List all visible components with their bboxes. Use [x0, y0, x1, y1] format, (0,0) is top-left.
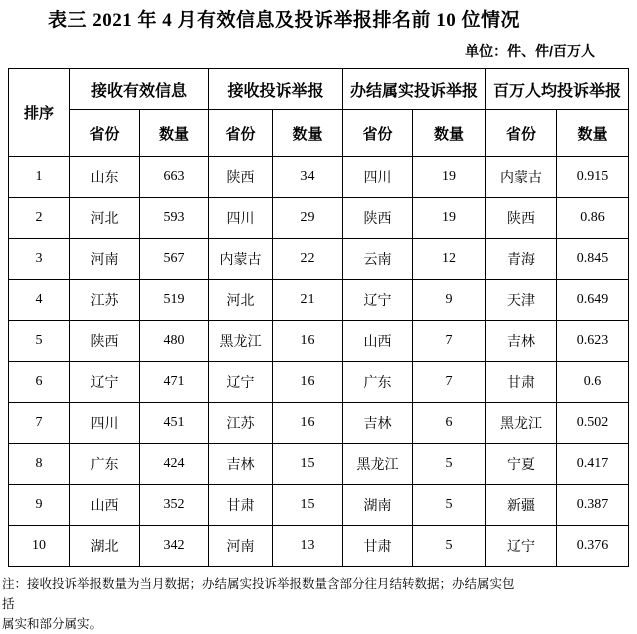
quantity-cell: 15: [273, 444, 343, 485]
quantity-cell: 0.417: [557, 444, 629, 485]
quantity-cell: 663: [140, 157, 209, 198]
quantity-cell: 0.6: [557, 362, 629, 403]
rank-cell: 6: [9, 362, 70, 403]
rank-cell: 1: [9, 157, 70, 198]
province-cell: 宁夏: [486, 444, 557, 485]
province-cell: 湖北: [70, 526, 140, 567]
quantity-cell: 0.376: [557, 526, 629, 567]
quantity-cell: 0.623: [557, 321, 629, 362]
footnote-line-2: 属实和部分属实。: [2, 617, 103, 631]
rank-cell: 4: [9, 280, 70, 321]
province-cell: 内蒙古: [209, 239, 273, 280]
quantity-cell: 16: [273, 362, 343, 403]
province-cell: 陕西: [343, 198, 413, 239]
province-cell: 黑龙江: [209, 321, 273, 362]
province-subheader: 省份: [209, 110, 273, 157]
province-cell: 广东: [70, 444, 140, 485]
page-title: 表三 2021 年 4 月有效信息及投诉举报排名前 10 位情况: [48, 10, 521, 31]
quantity-cell: 519: [140, 280, 209, 321]
group-header-valid-info: 接收有效信息: [70, 69, 209, 110]
quantity-cell: 19: [413, 157, 486, 198]
table-row: [9, 321, 629, 362]
province-cell: 新疆: [486, 485, 557, 526]
quantity-cell: 7: [413, 362, 486, 403]
rank-cell: 8: [9, 444, 70, 485]
province-cell: 内蒙古: [486, 157, 557, 198]
header-sub-row: [9, 110, 629, 157]
table-row: [9, 157, 629, 198]
group-header-complaints: 接收投诉举报: [209, 69, 343, 110]
quantity-cell: 5: [413, 444, 486, 485]
rank-cell: 9: [9, 485, 70, 526]
province-cell: 四川: [70, 403, 140, 444]
quantity-cell: 19: [413, 198, 486, 239]
province-subheader: 省份: [70, 110, 140, 157]
quantity-cell: 0.649: [557, 280, 629, 321]
table-row: [9, 362, 629, 403]
province-subheader: 省份: [486, 110, 557, 157]
province-cell: 黑龙江: [486, 403, 557, 444]
province-cell: 陕西: [70, 321, 140, 362]
unit-label: 单位：件、件/百万人: [465, 43, 595, 59]
quantity-cell: 22: [273, 239, 343, 280]
province-cell: 辽宁: [209, 362, 273, 403]
rank-cell: 10: [9, 526, 70, 567]
quantity-cell: 471: [140, 362, 209, 403]
province-cell: 青海: [486, 239, 557, 280]
province-cell: 四川: [343, 157, 413, 198]
rank-cell: 2: [9, 198, 70, 239]
province-cell: 黑龙江: [343, 444, 413, 485]
quantity-cell: 567: [140, 239, 209, 280]
province-cell: 甘肃: [343, 526, 413, 567]
rank-cell: 3: [9, 239, 70, 280]
province-cell: 甘肃: [209, 485, 273, 526]
province-cell: 河南: [70, 239, 140, 280]
quantity-cell: 5: [413, 526, 486, 567]
province-cell: 甘肃: [486, 362, 557, 403]
province-cell: 河南: [209, 526, 273, 567]
group-header-per-million: 百万人均投诉举报: [486, 69, 629, 110]
province-cell: 山西: [343, 321, 413, 362]
province-cell: 陕西: [486, 198, 557, 239]
quantity-cell: 480: [140, 321, 209, 362]
province-cell: 湖南: [343, 485, 413, 526]
table-row: [9, 526, 629, 567]
province-cell: 山西: [70, 485, 140, 526]
quantity-cell: 0.502: [557, 403, 629, 444]
quantity-cell: 29: [273, 198, 343, 239]
province-cell: 吉林: [343, 403, 413, 444]
province-cell: 山东: [70, 157, 140, 198]
quantity-cell: 451: [140, 403, 209, 444]
quantity-cell: 16: [273, 321, 343, 362]
rank-cell: 7: [9, 403, 70, 444]
province-cell: 河北: [70, 198, 140, 239]
ranking-table: [8, 68, 629, 567]
province-cell: 辽宁: [486, 526, 557, 567]
quantity-cell: 424: [140, 444, 209, 485]
province-cell: 四川: [209, 198, 273, 239]
quantity-cell: 15: [273, 485, 343, 526]
province-cell: 吉林: [486, 321, 557, 362]
quantity-cell: 16: [273, 403, 343, 444]
province-cell: 辽宁: [343, 280, 413, 321]
province-cell: 辽宁: [70, 362, 140, 403]
province-cell: 陕西: [209, 157, 273, 198]
quantity-cell: 0.86: [557, 198, 629, 239]
quantity-cell: 12: [413, 239, 486, 280]
quantity-subheader: 数量: [413, 110, 486, 157]
province-cell: 广东: [343, 362, 413, 403]
header-group-row: [9, 69, 629, 110]
quantity-cell: 352: [140, 485, 209, 526]
quantity-cell: 21: [273, 280, 343, 321]
quantity-subheader: 数量: [140, 110, 209, 157]
quantity-cell: 9: [413, 280, 486, 321]
rank-header: 排序: [9, 69, 70, 157]
table-row: [9, 485, 629, 526]
quantity-cell: 13: [273, 526, 343, 567]
quantity-cell: 5: [413, 485, 486, 526]
quantity-cell: 6: [413, 403, 486, 444]
province-subheader: 省份: [343, 110, 413, 157]
province-cell: 江苏: [209, 403, 273, 444]
table-row: [9, 280, 629, 321]
document-page: [0, 9, 637, 631]
table-row: [9, 198, 629, 239]
quantity-cell: 0.387: [557, 485, 629, 526]
quantity-cell: 0.915: [557, 157, 629, 198]
quantity-subheader: 数量: [273, 110, 343, 157]
footnote: [2, 574, 522, 634]
province-cell: 吉林: [209, 444, 273, 485]
group-header-verified: 办结属实投诉举报: [343, 69, 486, 110]
footnote-line-1: 注：接收投诉举报数量为当月数据；办结属实投诉举报数量含部分往月结转数据；办结属实包括: [2, 577, 515, 611]
province-cell: 河北: [209, 280, 273, 321]
quantity-cell: 34: [273, 157, 343, 198]
rank-cell: 5: [9, 321, 70, 362]
quantity-subheader: 数量: [557, 110, 629, 157]
province-cell: 云南: [343, 239, 413, 280]
quantity-cell: 7: [413, 321, 486, 362]
quantity-cell: 593: [140, 198, 209, 239]
quantity-cell: 0.845: [557, 239, 629, 280]
province-cell: 江苏: [70, 280, 140, 321]
table-row: [9, 444, 629, 485]
table-row: [9, 239, 629, 280]
table-row: [9, 403, 629, 444]
province-cell: 天津: [486, 280, 557, 321]
quantity-cell: 342: [140, 526, 209, 567]
